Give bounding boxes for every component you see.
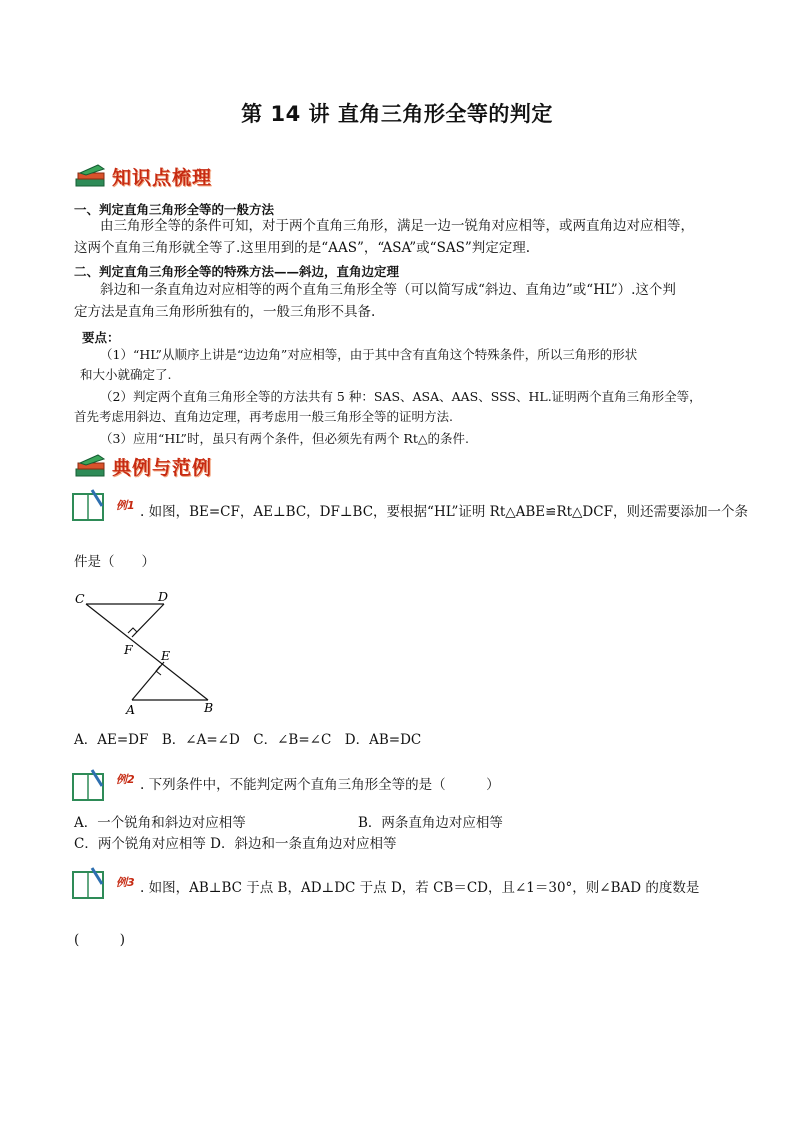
book-pencil-icon — [72, 768, 118, 802]
knowledge-banner-label: 知识点梳理 — [112, 166, 213, 189]
heading-hl-theorem: 二、判定直角三角形全等的特殊方法——斜边，直角边定理 — [74, 264, 400, 279]
key3: （3）应用“HL”时，虽只有两个条件，但必须先有两个 Rt△的条件. — [100, 431, 469, 446]
example1-figure — [70, 588, 230, 718]
para1-line1: 由三角形全等的条件可知，对于两个直角三角形，满足一边一锐角对应相等，或两直角边对应相等， — [100, 218, 694, 234]
right-angle-f — [128, 628, 137, 633]
page-title: 第 14 讲 直角三角形全等的判定 — [241, 102, 553, 126]
label-c: C — [75, 591, 85, 606]
example2-option-cd: C．两个锐角对应相等 D．斜边和一条直角边对应相等 — [74, 836, 397, 852]
heading-general-method: 一、判定直角三角形全等的一般方法 — [74, 202, 275, 217]
label-f: F — [124, 642, 133, 657]
example2-question: . 下列条件中，不能判定两个直角三角形全等的是（ ） — [140, 777, 500, 793]
book-pencil-icon — [72, 488, 118, 522]
example2-label: 例2 — [116, 773, 135, 786]
para2-line2: 定方法是直角三角形所独有的，一般三角形不具备. — [74, 304, 376, 320]
para2-line1: 斜边和一条直角边对应相等的两个直角三角形全等（可以简写成“斜边、直角边”或“HL”）.这个判 — [100, 282, 676, 298]
example2-option-a: A．一个锐角和斜边对应相等 — [74, 815, 246, 831]
examples-banner — [74, 452, 212, 480]
label-b: B — [204, 700, 214, 715]
key1-line1: （1）“HL”从顺序上讲是“边边角”对应相等，由于其中含有直角这个特殊条件，所以三角形的形状 — [100, 347, 638, 362]
key1-line2: 和大小就确定了. — [80, 367, 172, 382]
key2-line2: 首先考虑用斜边、直角边定理，再考虑用一般三角形全等的证明方法. — [74, 409, 453, 424]
example3-question: . 如图，AB⊥BC 于点 B，AD⊥DC 于点 D，若 CB＝CD，且∠1＝30°，则∠BAD 的度数是 — [140, 880, 700, 896]
example1-icon — [72, 488, 118, 522]
label-d: D — [158, 589, 169, 604]
example1-text-line2: 件是（ ） — [74, 554, 155, 570]
para1-line2: 这两个直角三角形就全等了.这里用到的是“AAS”，“ASA”或“SAS”判定定理. — [74, 240, 531, 256]
example1-options: A．AE=DF B．∠A=∠D C．∠B=∠C D．AB=DC — [74, 732, 422, 748]
example1-label: 例1 — [116, 499, 135, 512]
key-points-label: 要点： — [82, 330, 120, 345]
example1-question: . 如图，BE=CF，AE⊥BC，DF⊥BC，要根据“HL”证明 Rt△ABE≌Rt△DCF，则还需要添加一个条 — [140, 504, 748, 520]
label-e: E — [161, 648, 171, 663]
books-icon — [74, 163, 108, 189]
examples-banner-label: 典例与范例 — [112, 456, 213, 479]
key2-line1: （2）判定两个直角三角形全等的方法共有 5 种：SAS、ASA、AAS、SSS、HL.证明两个直角三角形全等， — [100, 389, 702, 404]
example3-answer-blank: ( ) — [74, 932, 126, 948]
knowledge-banner — [74, 162, 212, 190]
label-a: A — [126, 702, 136, 717]
books-icon — [74, 453, 108, 479]
example2-icon — [72, 768, 118, 802]
example3-label: 例3 — [116, 876, 135, 889]
segment-cb — [86, 604, 208, 700]
book-pencil-icon — [72, 866, 118, 900]
example3-icon — [72, 866, 118, 900]
example1-text-line1 — [140, 500, 748, 520]
example2-option-b: B．两条直角边对应相等 — [358, 815, 503, 831]
